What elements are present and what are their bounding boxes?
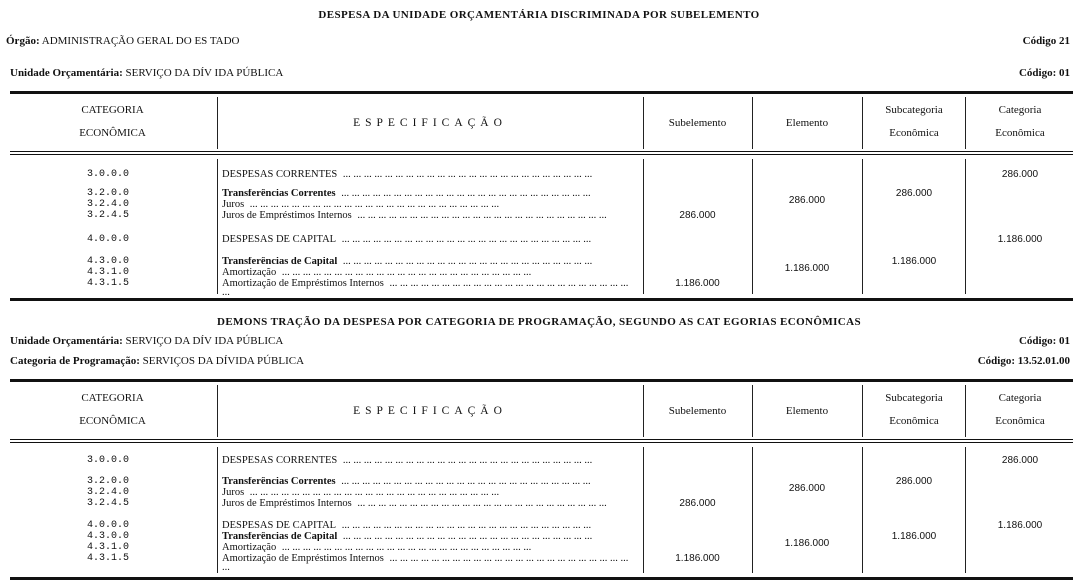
categoria-line [10, 355, 304, 367]
column-divider [965, 447, 966, 573]
row-especificacao: Amortização de Empréstimos Internos ... . [222, 279, 636, 297]
row-especificacao: DESPESAS CORRENTES ... . [222, 170, 636, 179]
header-elemento: Elemento [785, 405, 829, 417]
header-rule-2 [10, 154, 1073, 155]
row-subcategoria-value: 286.000 [895, 476, 933, 487]
row-especificacao: Juros ... . [222, 200, 636, 209]
column-divider [862, 97, 863, 149]
row-elemento-value: 1.186.000 [784, 538, 830, 549]
orgao-value: ADMINISTRAÇÃO GERAL DO ES TADO [41, 35, 240, 47]
row-especificacao: Transferências de Capital ... . [222, 532, 636, 541]
column-divider [643, 385, 644, 437]
column-divider [862, 159, 863, 294]
unidade-code-2: Código: 01 [1018, 335, 1070, 347]
row-code: 4.3.0.0 [86, 256, 129, 267]
header-subelemento: Subelemento [668, 117, 727, 129]
header-rule-2 [10, 442, 1073, 443]
row-elemento-value: 286.000 [788, 195, 826, 206]
unidade-value-2: SERVIÇO DA DÍV IDA PÚBLICA [125, 335, 284, 347]
row-especificacao: Amortização ... . [222, 268, 636, 277]
row-elemento-value: 286.000 [788, 483, 826, 494]
column-divider [217, 159, 218, 294]
row-subelemento-value: 286.000 [679, 498, 716, 509]
row-code: 3.2.4.5 [86, 498, 129, 509]
column-divider [752, 97, 753, 149]
unidade-code-1: Código: 01 [1018, 67, 1070, 79]
row-especificacao: Juros de Empréstimos Internos ... . [222, 211, 636, 220]
row-elemento-value: 1.186.000 [784, 263, 830, 274]
unidade-line-1 [10, 67, 283, 79]
row-especificacao: Amortização de Empréstimos Internos ... . [222, 554, 636, 572]
row-subelemento-value: 1.186.000 [675, 278, 720, 289]
row-subcategoria-value: 1.186.000 [891, 256, 937, 267]
row-code: 3.0.0.0 [86, 169, 129, 180]
row-especificacao: Transferências de Capital ... . [222, 257, 636, 266]
column-divider [965, 97, 966, 149]
header-rule [10, 439, 1073, 440]
orgao-line [6, 35, 240, 47]
row-especificacao: DESPESAS DE CAPITAL ... . [222, 521, 636, 530]
header-rule [10, 151, 1073, 152]
row-subcategoria-value: 1.186.000 [891, 531, 937, 542]
row-code: 3.0.0.0 [86, 455, 129, 466]
row-especificacao: DESPESAS DE CAPITAL ... . [222, 235, 636, 244]
column-divider [217, 447, 218, 573]
orgao-code: Código 21 [1022, 35, 1070, 47]
row-especificacao: DESPESAS CORRENTES ... . [222, 456, 636, 465]
row-categoria-value: 286.000 [1001, 169, 1039, 180]
header-subelemento: Subelemento [668, 405, 727, 417]
row-categoria-value: 1.186.000 [997, 234, 1043, 245]
row-code: 3.2.4.0 [86, 199, 129, 210]
row-categoria-value: 286.000 [1001, 455, 1039, 466]
column-divider [217, 385, 218, 437]
column-divider [752, 385, 753, 437]
column-divider [965, 159, 966, 294]
header-categoria-economica: CATEGORIA ECONÔMICA [79, 104, 146, 139]
table-bottom-rule [10, 298, 1073, 301]
column-divider [643, 97, 644, 149]
column-divider [752, 447, 753, 573]
row-code: 4.3.1.5 [86, 278, 129, 289]
row-especificacao: Transferências Correntes ... . [222, 189, 636, 198]
unidade-label-1: Unidade Orçamentária: [10, 67, 123, 79]
header-subcategoria-economica: Subcategoria Econômica [885, 104, 943, 139]
unidade-value-1: SERVIÇO DA DÍV IDA PÚBLICA [125, 67, 284, 79]
row-especificacao: Amortização ... . [222, 543, 636, 552]
row-code: 4.0.0.0 [86, 234, 129, 245]
column-divider [965, 385, 966, 437]
column-divider [752, 159, 753, 294]
categoria-code: Código: 13.52.01.00 [977, 355, 1070, 367]
column-divider [862, 385, 863, 437]
row-categoria-value: 1.186.000 [997, 520, 1043, 531]
row-especificacao: Juros de Empréstimos Internos ... . [222, 499, 636, 508]
header-categoria-economica-valor: Categoria Econômica [995, 392, 1045, 427]
orgao-label: Órgão: [6, 35, 40, 47]
row-subelemento-value: 286.000 [679, 210, 716, 221]
row-code: 4.3.1.0 [86, 267, 129, 278]
table-top-rule [10, 379, 1073, 382]
row-code: 3.2.0.0 [86, 476, 129, 487]
table-bottom-rule [10, 577, 1073, 580]
header-categoria-economica-valor: Categoria Econômica [995, 104, 1045, 139]
header-elemento: Elemento [785, 117, 829, 129]
row-code: 3.2.0.0 [86, 188, 129, 199]
unidade-line-2 [10, 335, 283, 347]
header-especificacao: ESPECIFICAÇÃO [353, 117, 507, 129]
row-code: 4.3.0.0 [86, 531, 129, 542]
row-subcategoria-value: 286.000 [895, 188, 933, 199]
row-code: 4.3.1.0 [86, 542, 129, 553]
section2-title: DEMONS TRAÇÃO DA DESPESA POR CATEGORIA DE PROGRAMAÇÃO, SEGUNDO AS CAT EGORIAS ECONÔMICAS [216, 316, 862, 328]
categoria-value: SERVIÇOS DA DÍVIDA PÚBLICA [142, 355, 305, 367]
row-code: 3.2.4.5 [86, 210, 129, 221]
row-code: 3.2.4.0 [86, 487, 129, 498]
row-subelemento-value: 1.186.000 [675, 553, 720, 564]
column-divider [862, 447, 863, 573]
column-divider [217, 97, 218, 149]
header-especificacao: ESPECIFICAÇÃO [353, 405, 507, 417]
row-especificacao: Juros ... . [222, 488, 636, 497]
column-divider [643, 447, 644, 573]
table-top-rule [10, 91, 1073, 94]
row-especificacao: Transferências Correntes ... . [222, 477, 636, 486]
categoria-label: Categoria de Programação: [10, 355, 140, 367]
unidade-label-2: Unidade Orçamentária: [10, 335, 123, 347]
header-subcategoria-economica: Subcategoria Econômica [885, 392, 943, 427]
row-code: 4.3.1.5 [86, 553, 129, 564]
header-categoria-economica: CATEGORIA ECONÔMICA [79, 392, 146, 427]
column-divider [643, 159, 644, 294]
row-code: 4.0.0.0 [86, 520, 129, 531]
section1-title: DESPESA DA UNIDADE ORÇAMENTÁRIA DISCRIMINADA POR SUBELEMENTO [318, 9, 760, 21]
